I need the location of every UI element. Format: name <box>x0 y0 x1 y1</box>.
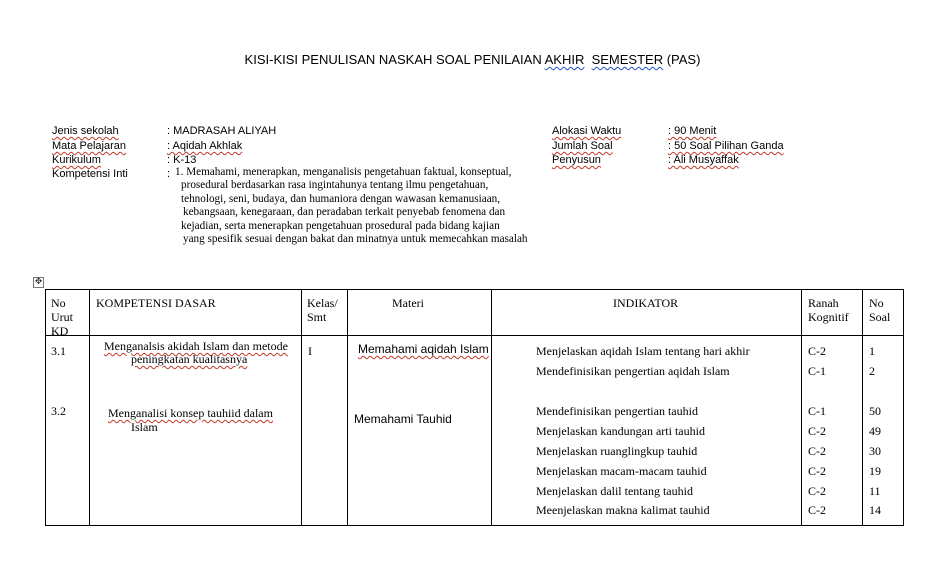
title-word-akhir: AKHIR <box>544 52 585 67</box>
table-col-line <box>491 290 492 526</box>
indikator-item: Menjelaskan dalil tentang tauhid <box>536 484 693 498</box>
ki-line: kejadian, serta menerapkan pengetahuan prosedural pada bidang kajian <box>181 219 500 232</box>
kompetensi-inti-text <box>175 166 528 246</box>
header-no-urut-kd: No Urut KD <box>51 296 73 338</box>
soal-number: 30 <box>869 444 881 458</box>
indikator-item: Menjelaskan ruanglingkup tauhid <box>536 444 698 458</box>
row-materi: Memahami aqidah Islam <box>358 342 489 356</box>
row-materi: Memahami Tauhid <box>354 412 452 426</box>
ranah-value: C-1 <box>808 364 826 378</box>
ranah-value: C-2 <box>808 344 826 358</box>
table-col-line <box>45 290 46 526</box>
title-word-semester: SEMESTER <box>591 52 664 67</box>
soal-number: 49 <box>869 424 881 438</box>
info-label-jenis-sekolah: Jenis sekolah <box>52 125 119 137</box>
row-no: 3.2 <box>51 404 66 418</box>
ranah-value: C-2 <box>808 464 826 478</box>
info-value-kurikulum: : K-13 <box>167 154 197 166</box>
header-kelas-smt: Kelas/ Smt <box>307 296 338 324</box>
info-label-penyusun: Penyusun <box>552 154 601 166</box>
table-col-line <box>347 290 348 526</box>
ki-line: 1. Memahami, menerapkan, menganalisis pengetahuan faktual, konseptual, <box>175 166 512 178</box>
info-value-jumlah-soal: : 50 Soal Pilihan Ganda <box>668 140 784 152</box>
header-ranah-kognitif: Ranah Kognitif <box>808 296 849 324</box>
ranah-value: C-2 <box>808 484 826 498</box>
ki-line: prosedural berdasarkan rasa ingintahunya tentang ilmu pengetahuan, <box>181 179 489 192</box>
indikator-item: Mendefinisikan pengertian tauhid <box>536 404 698 418</box>
row-kelas: I <box>308 344 312 358</box>
info-label-alokasi-waktu: Alokasi Waktu <box>552 125 622 137</box>
soal-number: 19 <box>869 464 881 478</box>
ranah-value: C-2 <box>808 424 826 438</box>
ki-line: kebangsaan, kenegaraan, dan peradaban terkait penyebab fenomena dan <box>183 206 506 219</box>
title-suffix: (PAS) <box>663 52 701 67</box>
info-value-kompetensi-inti: : <box>167 168 171 180</box>
row-kd-line: Islam <box>131 420 158 434</box>
info-value-penyusun: : Ali Musyaffak <box>668 154 739 166</box>
header-no-soal: No Soal <box>869 296 891 324</box>
table-col-line <box>89 290 90 526</box>
row-no: 3.1 <box>51 344 66 358</box>
soal-number: 11 <box>869 484 881 498</box>
info-value-jenis-sekolah: : MADRASAH ALIYAH <box>167 125 277 137</box>
table-col-line <box>801 290 802 526</box>
row-kd-line: Menganalisi konsep tauhiid dalam <box>108 406 273 420</box>
ranah-value: C-1 <box>808 404 826 418</box>
info-label-kurikulum: Kurikulum <box>52 154 101 166</box>
indikator-item: Menjelaskan kandungan arti tauhid <box>536 424 705 438</box>
table-move-handle-icon[interactable]: ✥ <box>34 277 43 287</box>
title-text: KISI-KISI PENULISAN NASKAH SOAL PENILAIAN <box>244 52 545 67</box>
indikator-item: Mendefinisikan pengertian aqidah Islam <box>536 364 730 378</box>
header-kompetensi-dasar: KOMPETENSI DASAR <box>96 296 216 310</box>
table-col-line <box>862 290 863 526</box>
table-col-line <box>903 290 904 526</box>
table-border-top <box>45 289 904 290</box>
indikator-item: Menjelaskan aqidah Islam tentang hari akhir <box>536 344 750 358</box>
info-label-mata-pelajaran: Mata Pelajaran <box>52 140 126 152</box>
row-kd-line: peningkatan kualitasnya <box>131 352 248 366</box>
info-value-alokasi-waktu: : 90 Menit <box>668 125 717 137</box>
info-value-mata-pelajaran: : Aqidah Akhlak <box>167 140 243 152</box>
soal-number: 1 <box>869 344 875 358</box>
soal-number: 2 <box>869 364 875 378</box>
soal-number: 14 <box>869 503 881 517</box>
document-title <box>0 52 945 67</box>
header-indikator: INDIKATOR <box>613 296 679 310</box>
ki-line: yang spesifik sesuai dengan bakat dan minatnya untuk memecahkan masalah <box>183 233 528 246</box>
table-border-bottom <box>45 525 904 526</box>
indikator-item: Meenjelaskan makna kalimat tauhid <box>536 503 710 517</box>
ranah-value: C-2 <box>808 503 826 517</box>
soal-number: 50 <box>869 404 881 418</box>
table-col-line <box>301 290 302 526</box>
indikator-item: Menjelaskan macam-macam tauhid <box>536 464 707 478</box>
info-label-jumlah-soal: Jumlah Soal <box>552 140 613 152</box>
row-kd-line: Menganalsis akidah Islam dan metode <box>104 339 288 353</box>
info-label-kompetensi-inti: Kompetensi Inti <box>52 168 128 180</box>
ranah-value: C-2 <box>808 444 826 458</box>
table-header-divider <box>45 335 904 336</box>
ki-line: tehnologi, seni, budaya, dan humaniora dengan wawasan kemanusiaan, <box>181 192 501 205</box>
header-materi: Materi <box>392 296 424 310</box>
title-spacer <box>584 52 591 67</box>
